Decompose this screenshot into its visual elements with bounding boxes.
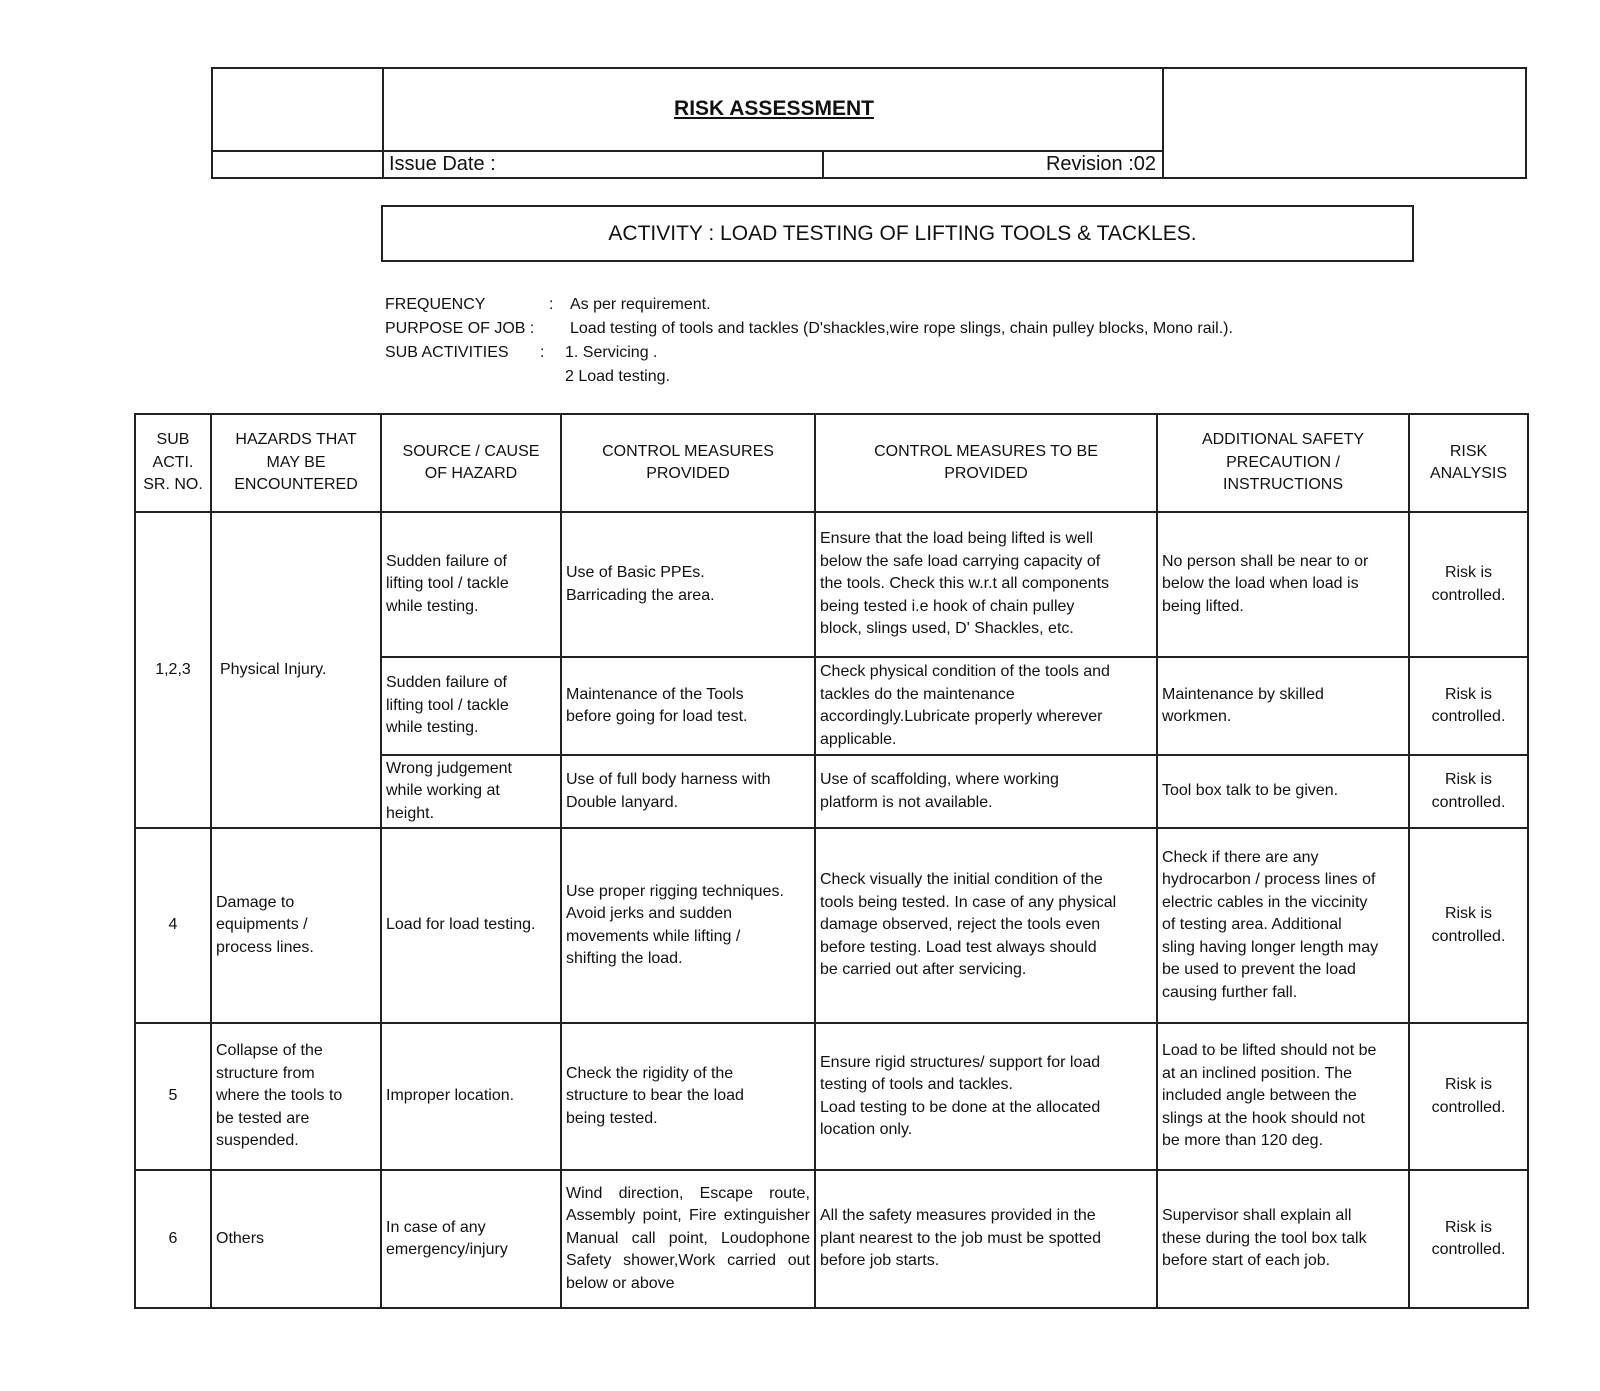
cell-control-provided: Maintenance of the Tools before going for load test. [561, 657, 815, 755]
cell-risk-analysis: Risk is controlled. [1409, 1170, 1528, 1308]
cell-source: Wrong judgement while working at height. [381, 755, 561, 828]
document-title: RISK ASSESSMENT [674, 97, 874, 120]
header-divider [213, 150, 1162, 152]
cell-control-provided: Use proper rigging techniques. Avoid jerks and sudden movements while lifting / shifting the load. [561, 828, 815, 1023]
document-header [211, 67, 1527, 179]
header-control-to-be-provided: CONTROL MEASURES TO BE PROVIDED [815, 414, 1157, 512]
purpose-value: Load testing of tools and tackles (D'shackles,wire rope slings, chain pulley blocks, Mono rail.). [570, 320, 1233, 337]
cell-additional-safety: Check if there are any hydrocarbon / process lines of electric cables in the viccinity of testing area. Additional sling having longer length may be used to prevent the load causing further fall. [1157, 828, 1409, 1023]
header-sr-no: SUB ACTI. SR. NO. [135, 414, 211, 512]
cell-sr-no: 6 [135, 1170, 211, 1308]
cell-risk-analysis: Risk is controlled. [1409, 755, 1528, 828]
activity-box [381, 205, 1414, 262]
sub-activities-label: SUB ACTIVITIES [385, 344, 509, 361]
cell-control-provided: Use of Basic PPEs. Barricading the area. [561, 512, 815, 657]
cell-hazard: Physical Injury. [211, 512, 381, 828]
table-row [135, 512, 1528, 657]
frequency-colon: : [549, 296, 554, 313]
header-additional-safety: ADDITIONAL SAFETY PRECAUTION / INSTRUCTIONS [1157, 414, 1409, 512]
cell-source: In case of any emergency/injury [381, 1170, 561, 1308]
cell-risk-analysis: Risk is controlled. [1409, 657, 1528, 755]
cell-hazard: Damage to equipments / process lines. [211, 828, 381, 1023]
cell-control-provided: Wind direction, Escape route, Assembly point, Fire extinguisher Manual call point, Loudophone Safety shower,Work carried out below or above [561, 1170, 815, 1308]
cell-source: Load for load testing. [381, 828, 561, 1023]
cell-source: Improper location. [381, 1023, 561, 1170]
cell-source: Sudden failure of lifting tool / tackle while testing. [381, 512, 561, 657]
issue-date-label: Issue Date : [389, 153, 496, 175]
table-header-row [135, 414, 1528, 512]
cell-risk-analysis: Risk is controlled. [1409, 1023, 1528, 1170]
table-row [135, 1170, 1528, 1308]
cell-control-provided: Use of full body harness with Double lanyard. [561, 755, 815, 828]
header-risk-analysis: RISK ANALYSIS [1409, 414, 1528, 512]
cell-risk-analysis: Risk is controlled. [1409, 828, 1528, 1023]
cell-sr-no: 5 [135, 1023, 211, 1170]
cell-control-to-be-provided: Check physical condition of the tools and tackles do the maintenance accordingly.Lubricate properly wherever applicable. [815, 657, 1157, 755]
cell-sr-no: 1,2,3 [135, 512, 211, 828]
cell-source: Sudden failure of lifting tool / tackle while testing. [381, 657, 561, 755]
header-control-provided: CONTROL MEASURES PROVIDED [561, 414, 815, 512]
frequency-label: FREQUENCY [385, 296, 486, 313]
cell-additional-safety: No person shall be near to or below the load when load is being lifted. [1157, 512, 1409, 657]
cell-sr-no: 4 [135, 828, 211, 1023]
sub-activity-1: 1. Servicing . [565, 344, 658, 361]
cell-additional-safety: Supervisor shall explain all these during the tool box talk before start of each job. [1157, 1170, 1409, 1308]
cell-control-to-be-provided: Ensure that the load being lifted is well below the safe load carrying capacity of the tools. Check this w.r.t all components being tested i.e hook of chain pulley block, slings used, D' Shackles, etc. [815, 512, 1157, 657]
cell-control-provided: Check the rigidity of the structure to bear the load being tested. [561, 1023, 815, 1170]
cell-additional-safety: Tool box talk to be given. [1157, 755, 1409, 828]
frequency-value: As per requirement. [570, 296, 711, 313]
cell-hazard: Collapse of the structure from where the tools to be tested are suspended. [211, 1023, 381, 1170]
header-hazards: HAZARDS THAT MAY BE ENCOUNTERED [211, 414, 381, 512]
cell-hazard: Others [211, 1170, 381, 1308]
cell-risk-analysis: Risk is controlled. [1409, 512, 1528, 657]
activity-title: ACTIVITY : LOAD TESTING OF LIFTING TOOLS & TACKLES. [608, 221, 1197, 245]
header-source: SOURCE / CAUSE OF HAZARD [381, 414, 561, 512]
cell-control-to-be-provided: All the safety measures provided in the plant nearest to the job must be spotted before job starts. [815, 1170, 1157, 1308]
sub-activity-2: 2 Load testing. [565, 368, 670, 385]
sub-activities-colon: : [540, 344, 545, 361]
cell-control-to-be-provided: Ensure rigid structures/ support for load testing of tools and tackles. Load testing to be done at the allocated location only. [815, 1023, 1157, 1170]
cell-control-to-be-provided: Check visually the initial condition of the tools being tested. In case of any physical damage observed, reject the tools even before testing. Load test always should be carried out after servicing. [815, 828, 1157, 1023]
revision-label: Revision :02 [1045, 153, 1156, 175]
cell-control-to-be-provided: Use of scaffolding, where working platform is not available. [815, 755, 1157, 828]
table-row [135, 828, 1528, 1023]
header-divider [382, 69, 384, 177]
risk-assessment-table [134, 413, 1529, 1309]
table-row [135, 1023, 1528, 1170]
purpose-label: PURPOSE OF JOB : [385, 320, 535, 337]
header-divider [1162, 69, 1164, 177]
cell-additional-safety: Load to be lifted should not be at an inclined position. The included angle between the slings at the hook should not be more than 120 deg. [1157, 1023, 1409, 1170]
cell-additional-safety: Maintenance by skilled workmen. [1157, 657, 1409, 755]
